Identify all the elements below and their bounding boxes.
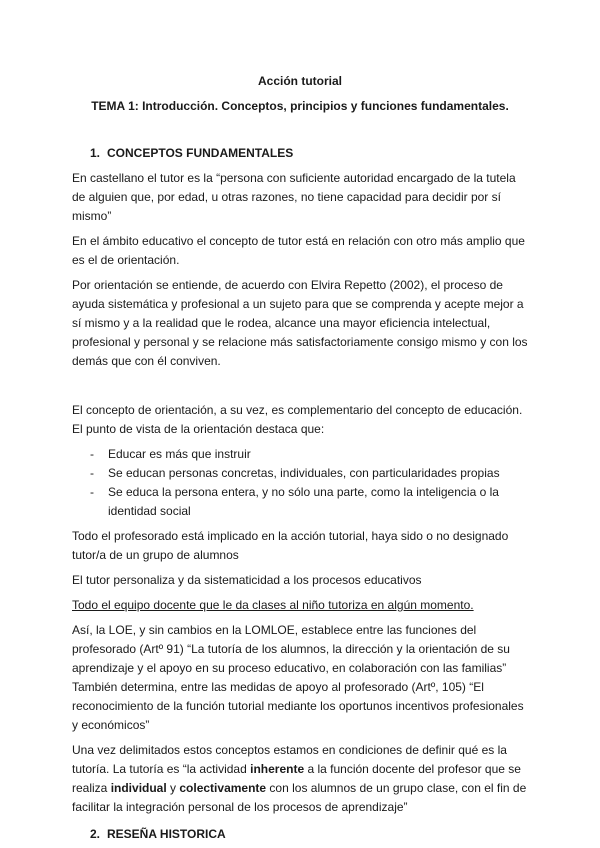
document-subtitle: TEMA 1: Introducción. Conceptos, principios y funciones fundamentales. — [91, 99, 509, 113]
list-item: - Educar es más que instruir — [72, 445, 528, 464]
list-item: - Se educa la persona entera, y no sólo una parte, como la inteligencia o la identidad social — [90, 485, 499, 518]
dash-bullet: - — [90, 447, 94, 461]
dash-bullet: - — [90, 466, 94, 480]
paragraph-complementario: El concepto de orientación, a su vez, es complementario del concepto de educación. El punto de vista de la orientación destaca que: — [72, 403, 523, 436]
paragraph-orientacion: Por orientación se entiende, de acuerdo con Elvira Repetto (2002), el proceso de ayuda sistemática y profesional a un sujeto para que se comprenda y acepte mejor a sí mismo y a la realidad que le rodea, alcance una mayor eficiencia intelectual, profesional y personal y se relacione más satisfactoriamente consigo mismo y con los demás que con él conviven. — [72, 278, 528, 368]
document-title: Acción tutorial — [257, 74, 342, 88]
orientation-points-list — [72, 445, 528, 521]
paragraph-tutor-definition: En castellano el tutor es la “persona con suficiente autoridad encargado de la tutela de alguien que, por edad, u otras razones, no tiene capacidad para decidir por sí mismo” — [72, 171, 516, 223]
section-heading-conceptos — [90, 144, 528, 163]
section-number: 2. — [90, 827, 101, 841]
paragraph-profesorado-implicado: Todo el profesorado está implicado en la acción tutorial, haya sido o no designado tutor/a de un grupo de alumnos — [72, 529, 509, 562]
bold-term-colectivamente: colectivamente — [179, 781, 267, 795]
dash-bullet: - — [90, 485, 94, 499]
bold-term-individual: individual — [110, 781, 167, 795]
paragraph-loe-lomloe: Así, la LOE, y sin cambios en la LOMLOE, establece entre las funciones del profesorado (Artº 91) “La tutoría de los alumnos, la dirección y la orientación de su aprendizaje y el apoyo en su proceso educativo, en colaboración con las familias” También determina, entre las medidas de apoyo al profesorado (Artº, 105) “El reconocimiento de la función tutorial mediante los oportunos incentivos profesionales y económicos” — [72, 623, 524, 732]
section-title: RESEÑA HISTORICA — [107, 827, 226, 841]
paragraph-definicion-tutoria: Una vez delimitados estos conceptos estamos en condiciones de definir qué es la tutoría. La tutoría es “la actividad inherente a la función docente del profesor que se realiza individual y colectivamente con los alumnos de un grupo clase, con el fin de facilitar la integración personal de los procesos de aprendizaje” — [72, 743, 527, 814]
paragraph-ambito-educativo: En el ámbito educativo el concepto de tutor está en relación con otro más amplio que es el de orientación. — [72, 234, 525, 267]
document-content — [72, 72, 528, 844]
section-heading-resena — [90, 825, 528, 844]
bold-term-inherente: inherente — [250, 762, 305, 776]
list-item: - Se educan personas concretas, individuales, con particularidades propias — [72, 464, 528, 483]
paragraph-tutor-personaliza: El tutor personaliza y da sistematicidad a los procesos educativos — [72, 573, 422, 587]
paragraph-equipo-docente: Todo el equipo docente que le da clases al niño tutoriza en algún momento. — [72, 598, 474, 612]
section-title: CONCEPTOS FUNDAMENTALES — [107, 146, 294, 160]
section-number: 1. — [90, 146, 101, 160]
